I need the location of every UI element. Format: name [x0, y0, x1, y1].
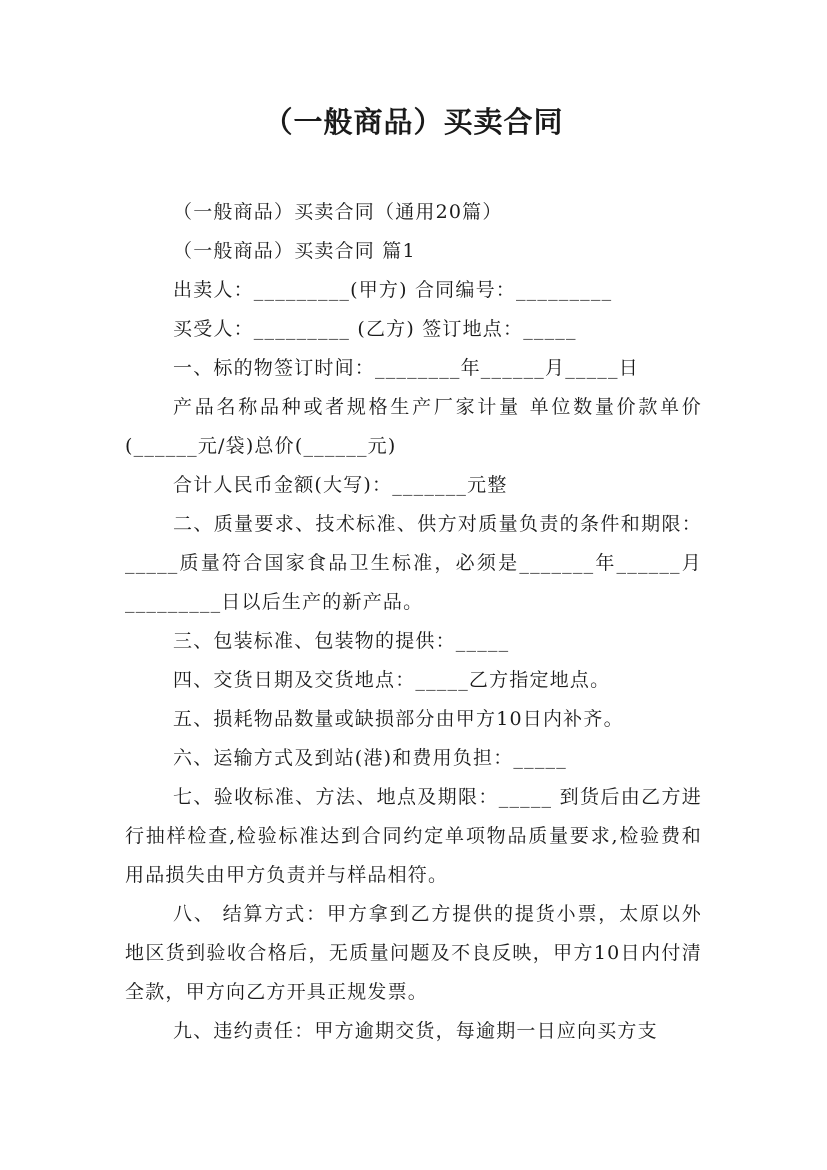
clause-2: 二、质量要求、技术标准、供方对质量负责的条件和期限：_____质量符合国家食品卫生标准，必须是_______年______月_________日以后生产的新产品。: [125, 513, 702, 613]
contract-section-heading: （一般商品）买卖合同 篇1: [173, 240, 416, 262]
clause-9: 九、违约责任：甲方逾期交货，每逾期一日应向买方支: [173, 1020, 658, 1042]
product-info-paragraph: 产品名称品种或者规格生产厂家计量 单位数量价款单价(______元/袋)总价(______元): [125, 396, 702, 457]
seller-line: 出卖人：_________(甲方) 合同编号：_________: [173, 279, 613, 301]
document-title: （一般商品）买卖合同: [263, 105, 564, 139]
clause-6: 六、运输方式及到站(港)和费用负担：_____: [173, 747, 567, 769]
clause-8: 八、 结算方式：甲方拿到乙方提供的提货小票，太原以外地区货到验收合格后，无质量问题及不良反映，甲方10日内付清全款，甲方向乙方开具正规发票。: [125, 903, 702, 1003]
clause-3: 三、包装标准、包装物的提供：_____: [173, 630, 510, 652]
clause-1: 一、标的物签订时间：________年______月_____日: [173, 357, 639, 379]
contract-subtitle: （一般商品）买卖合同（通用20篇）: [173, 201, 503, 223]
buyer-line: 买受人：_________ (乙方) 签订地点：_____: [173, 318, 577, 340]
clause-4: 四、交货日期及交货地点：_____乙方指定地点。: [173, 669, 611, 691]
clause-7: 七、验收标准、方法、地点及期限：_____ 到货后由乙方进行抽样检查,检验标准达到合同约定单项物品质量要求,检验费和用品损失由甲方负责并与样品相符。: [125, 786, 702, 886]
clause-5: 五、损耗物品数量或缺损部分由甲方10日内补齐。: [173, 708, 624, 730]
total-amount-line: 合计人民币金额(大写)：_______元整: [173, 474, 508, 496]
